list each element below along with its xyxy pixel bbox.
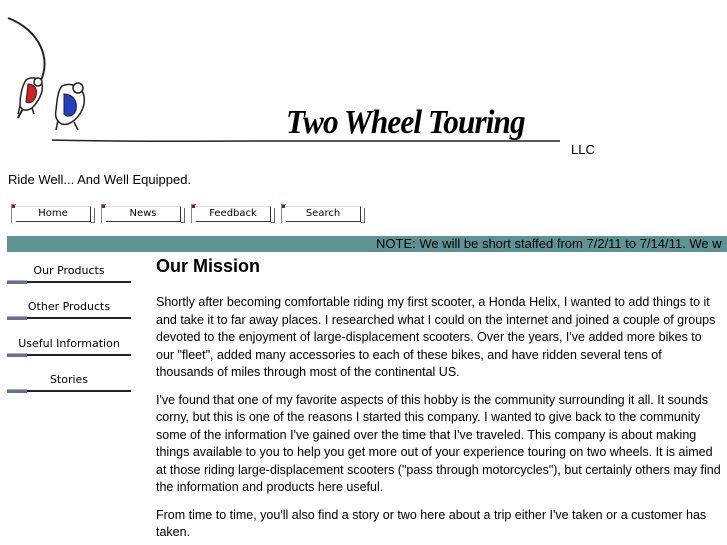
nav-search-label: Search: [286, 206, 361, 222]
site-title-suffix: LLC: [571, 142, 595, 157]
main-content: [156, 254, 721, 542]
nav-feedback-button[interactable]: [191, 204, 275, 222]
notice-text: NOTE: We will be short staffed from 7/2/11 to 7/14/11. We w: [376, 236, 722, 251]
mission-paragraph: Shortly after becoming comfortable riding my first scooter, a Honda Helix, I wanted to add things to it and take it to far away places. I researched what I could on the internet and joined a couple of groups devoted to the enjoyment of large-displacement scooters. Over the years, I've added more bikes to our "fleet", added many accessories to each of these bikes, and have ridden several tens of thousands of miles through most of the continental US.: [156, 295, 716, 379]
sidebar-item-label: Other Products: [27, 300, 111, 313]
site-tagline: Ride Well... And Well Equipped.: [8, 172, 192, 187]
sidebar-item-label: Useful Information: [18, 337, 120, 350]
nav-search-button[interactable]: [281, 204, 365, 222]
sidebar-item-stories[interactable]: [7, 373, 131, 395]
sidebar-item-other-products[interactable]: [7, 300, 131, 322]
sidebar-item-our-products[interactable]: [7, 264, 131, 286]
nav-home-button[interactable]: [11, 204, 95, 222]
nav-home-label: Home: [16, 206, 91, 222]
sidebar-item-label: Stories: [49, 373, 89, 386]
nav-news-button[interactable]: [101, 204, 185, 222]
sidebar-item-useful-information[interactable]: [7, 337, 131, 359]
nav-news-label: News: [106, 206, 181, 222]
nav-feedback-label: Feedback: [196, 206, 271, 222]
sidebar-item-label: Our Products: [33, 264, 105, 277]
site-title: Two Wheel Touring: [286, 104, 525, 141]
mission-paragraph: I've found that one of my favorite aspects of this hobby is the community surrounding it all. It sounds corny, but this is one of the reasons I started this company. I wanted to give back to the community some of the information I've gained over the time that I've traveled. This company is about making things available to you to help you get more out of your experience touring on two wheels. It is aimed at those riding large-displacement scooters ("pass through motorcycles"), but certainly others may find the information and products here useful.: [156, 392, 721, 494]
notice-bar: [7, 236, 727, 252]
page-heading: Our Mission: [156, 256, 261, 276]
mission-paragraph: From time to time, you'll also find a story or two here about a trip either I've taken or a customer has taken.: [156, 507, 707, 539]
